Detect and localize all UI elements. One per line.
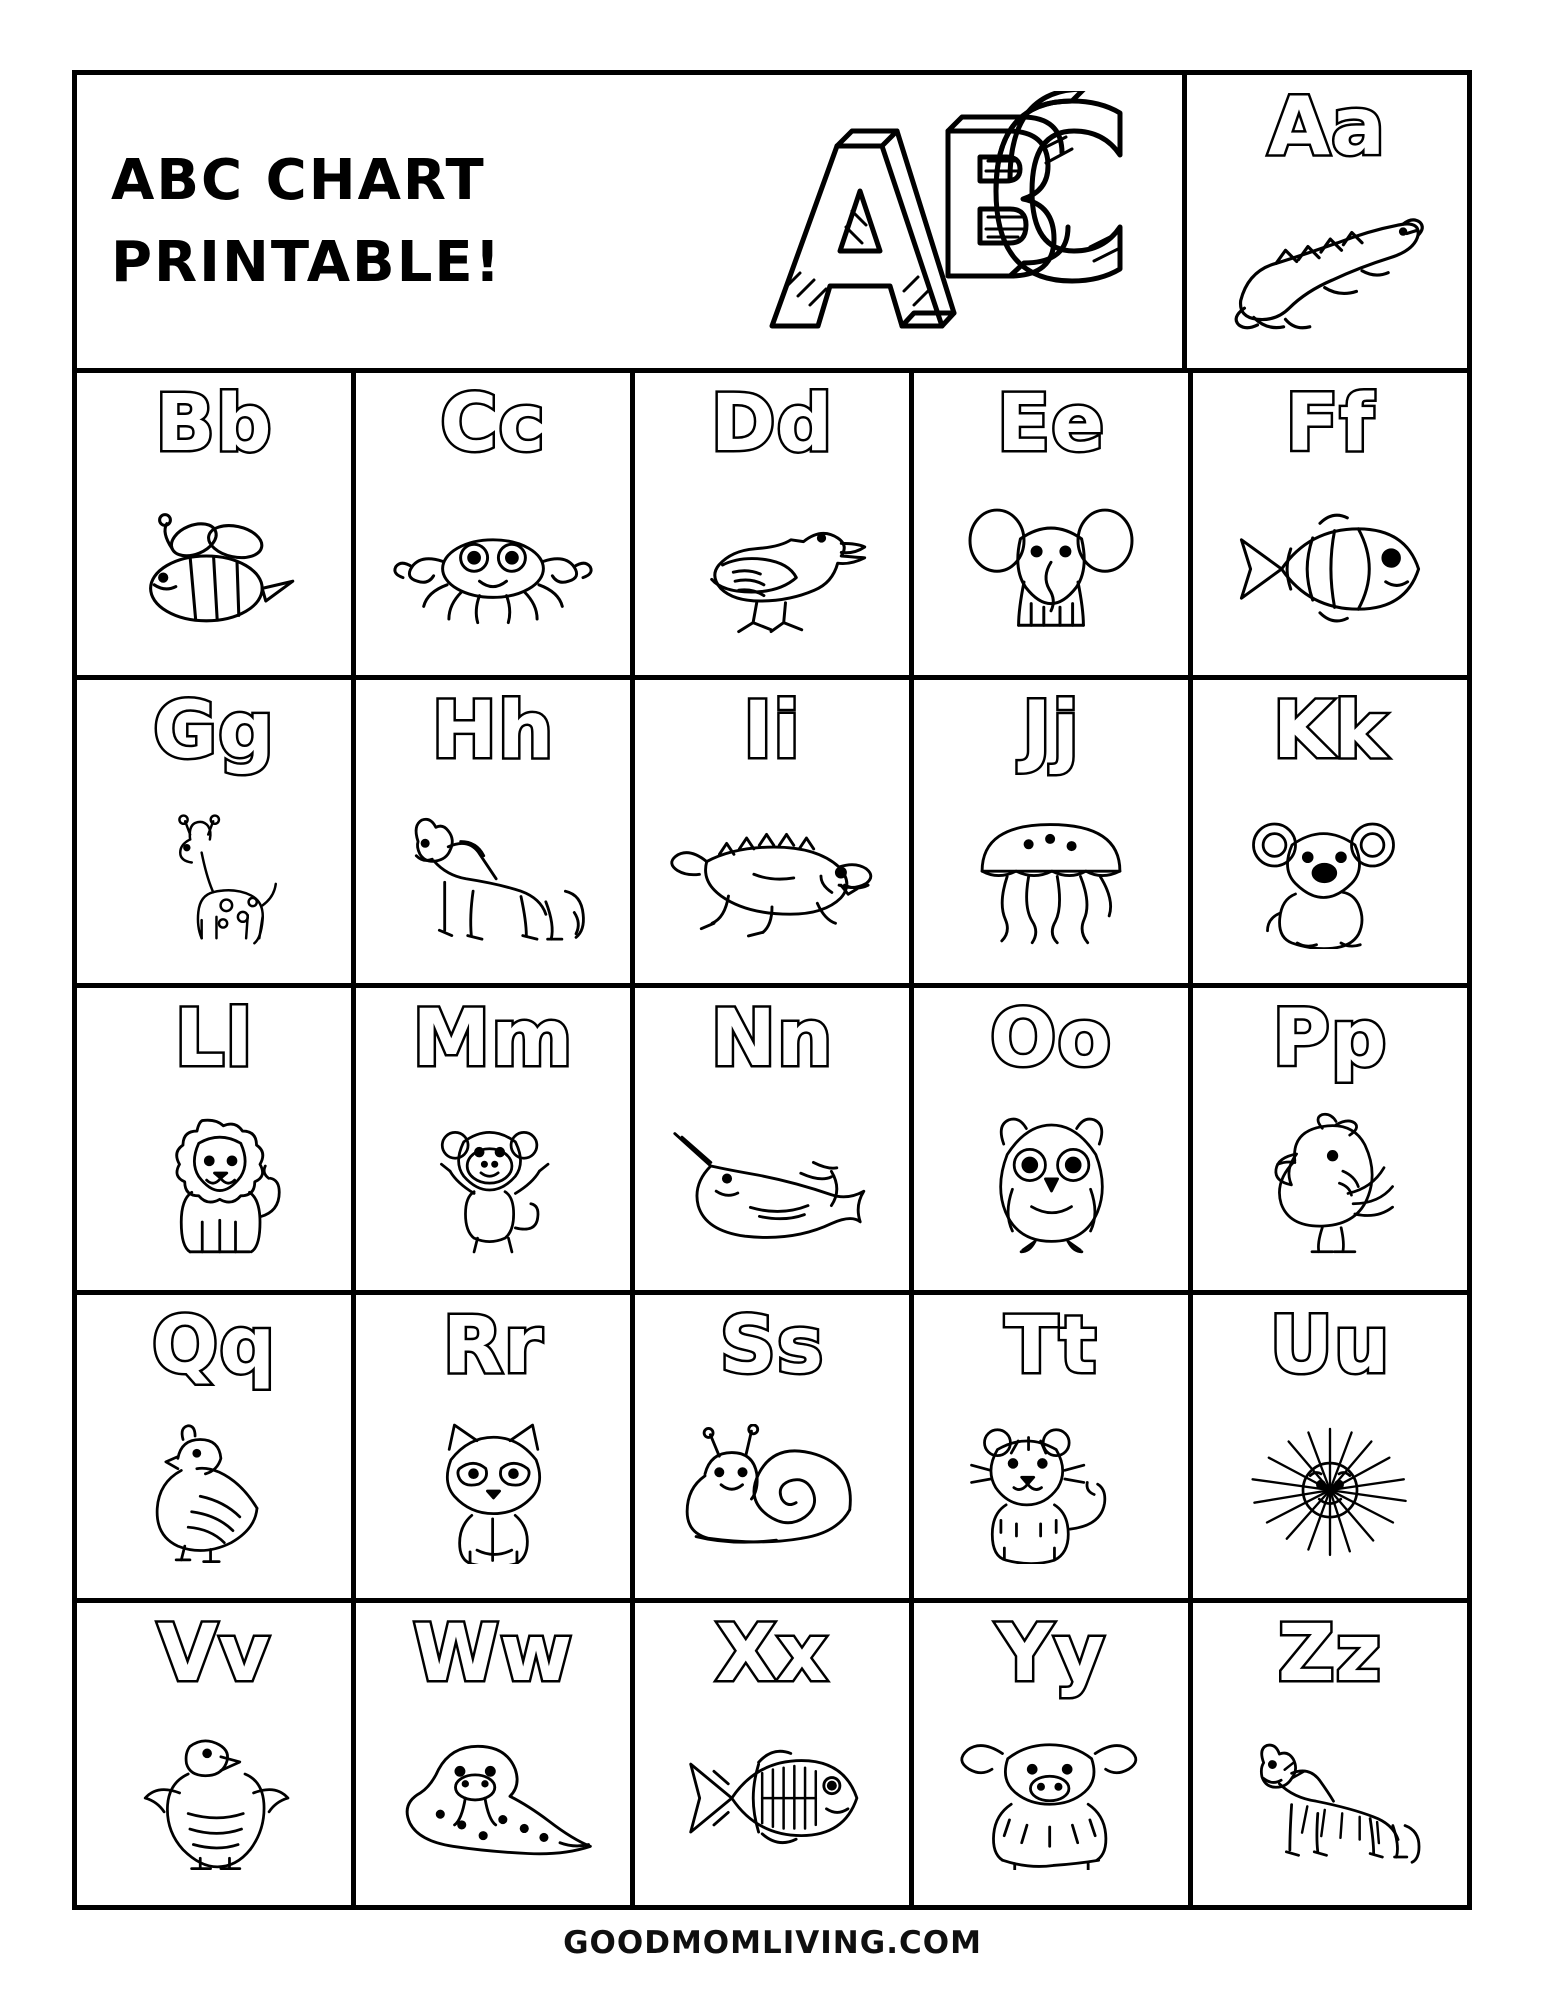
letter-label-t: Tt (1004, 1301, 1098, 1392)
chart-row-header (77, 75, 1467, 373)
letter-cell-s (635, 1295, 914, 1597)
letter-cell-e (914, 373, 1193, 675)
duck-icon (635, 463, 909, 675)
letter-label-p: Pp (1272, 993, 1388, 1084)
letter-label-q: Qq (151, 1301, 277, 1392)
letter-label-j: Jj (1022, 686, 1080, 777)
site-footer: GOODMOMLIVING.COM (563, 1925, 982, 1961)
tiger-icon (914, 1385, 1188, 1597)
elephant-icon (914, 463, 1188, 675)
letter-cell-a (1187, 75, 1467, 368)
title-cell (77, 75, 1187, 368)
vulture-icon (77, 1693, 351, 1905)
crab-icon (356, 463, 630, 675)
letter-cell-c (356, 373, 635, 675)
letter-label-k: Kk (1272, 686, 1388, 777)
letter-cell-q (77, 1295, 356, 1597)
letter-cell-u (1193, 1295, 1467, 1597)
letter-cell-f (1193, 373, 1467, 675)
iguana-icon (635, 770, 909, 982)
letter-label-x: Xx (715, 1608, 829, 1699)
letter-label-f: Ff (1285, 379, 1375, 469)
lion-icon (77, 1078, 351, 1290)
letter-cell-o (914, 988, 1193, 1290)
letter-label-d: Dd (710, 379, 834, 469)
letter-label-m: Mm (412, 993, 574, 1084)
letter-cell-g (77, 680, 356, 982)
letter-cell-x (635, 1603, 914, 1905)
letter-cell-y (914, 1603, 1193, 1905)
chart-row-1 (77, 373, 1467, 680)
owl-icon (914, 1078, 1188, 1290)
alligator-icon (1187, 167, 1467, 368)
letter-label-y: Yy (996, 1608, 1106, 1699)
page-title: ABC CHART PRINTABLE! (111, 148, 503, 295)
letter-cell-w (356, 1603, 635, 1905)
letter-label-i: Ii (743, 686, 801, 777)
letter-cell-z (1193, 1603, 1467, 1905)
letter-cell-m (356, 988, 635, 1290)
letter-label-v: Vv (157, 1608, 271, 1699)
letter-cell-d (635, 373, 914, 675)
letter-label-c: Cc (440, 379, 546, 469)
letter-cell-r (356, 1295, 635, 1597)
chart-row-4 (77, 1295, 1467, 1602)
yak-icon (914, 1693, 1188, 1905)
zebra-icon (1193, 1693, 1467, 1905)
abc-logo-icon (742, 91, 1142, 341)
letter-label-n: Nn (710, 993, 834, 1084)
letter-label-u: Uu (1269, 1301, 1391, 1392)
raccoon-icon (356, 1385, 630, 1597)
letter-label-a: Aa (1268, 80, 1386, 173)
letter-cell-t (914, 1295, 1193, 1597)
jellyfish-icon (914, 770, 1188, 982)
letter-cell-v (77, 1603, 356, 1905)
bee-icon (77, 463, 351, 675)
letter-label-z: Zz (1278, 1608, 1382, 1699)
letter-cell-b (77, 373, 356, 675)
letter-cell-k (1193, 680, 1467, 982)
letter-label-s: Ss (719, 1301, 825, 1392)
letter-cell-l (77, 988, 356, 1290)
letter-cell-h (356, 680, 635, 982)
chart-row-2 (77, 680, 1467, 987)
letter-label-h: Hh (431, 686, 555, 777)
horse-icon (356, 770, 630, 982)
fish-icon (1193, 463, 1467, 675)
koala-icon (1193, 770, 1467, 982)
xray-fish-icon (635, 1693, 909, 1905)
letter-cell-j (914, 680, 1193, 982)
monkey-icon (356, 1078, 630, 1290)
letter-label-g: Gg (153, 686, 275, 777)
letter-cell-i (635, 680, 914, 982)
chart-row-3 (77, 988, 1467, 1295)
parrot-icon (1193, 1078, 1467, 1290)
letter-cell-n (635, 988, 914, 1290)
narwhal-icon (635, 1078, 909, 1290)
letter-label-e: Ee (996, 379, 1106, 469)
urchin-icon (1193, 1385, 1467, 1597)
letter-label-l: Ll (174, 993, 254, 1084)
snail-icon (635, 1385, 909, 1597)
letter-cell-p (1193, 988, 1467, 1290)
letter-label-w: Ww (412, 1608, 574, 1699)
chart-row-5 (77, 1603, 1467, 1905)
giraffe-icon (77, 770, 351, 982)
quail-icon (77, 1385, 351, 1597)
abc-chart-grid (72, 70, 1472, 1910)
letter-label-o: Oo (990, 993, 1112, 1084)
letter-label-b: Bb (155, 379, 273, 469)
walrus-icon (356, 1693, 630, 1905)
letter-label-r: Rr (442, 1301, 544, 1392)
